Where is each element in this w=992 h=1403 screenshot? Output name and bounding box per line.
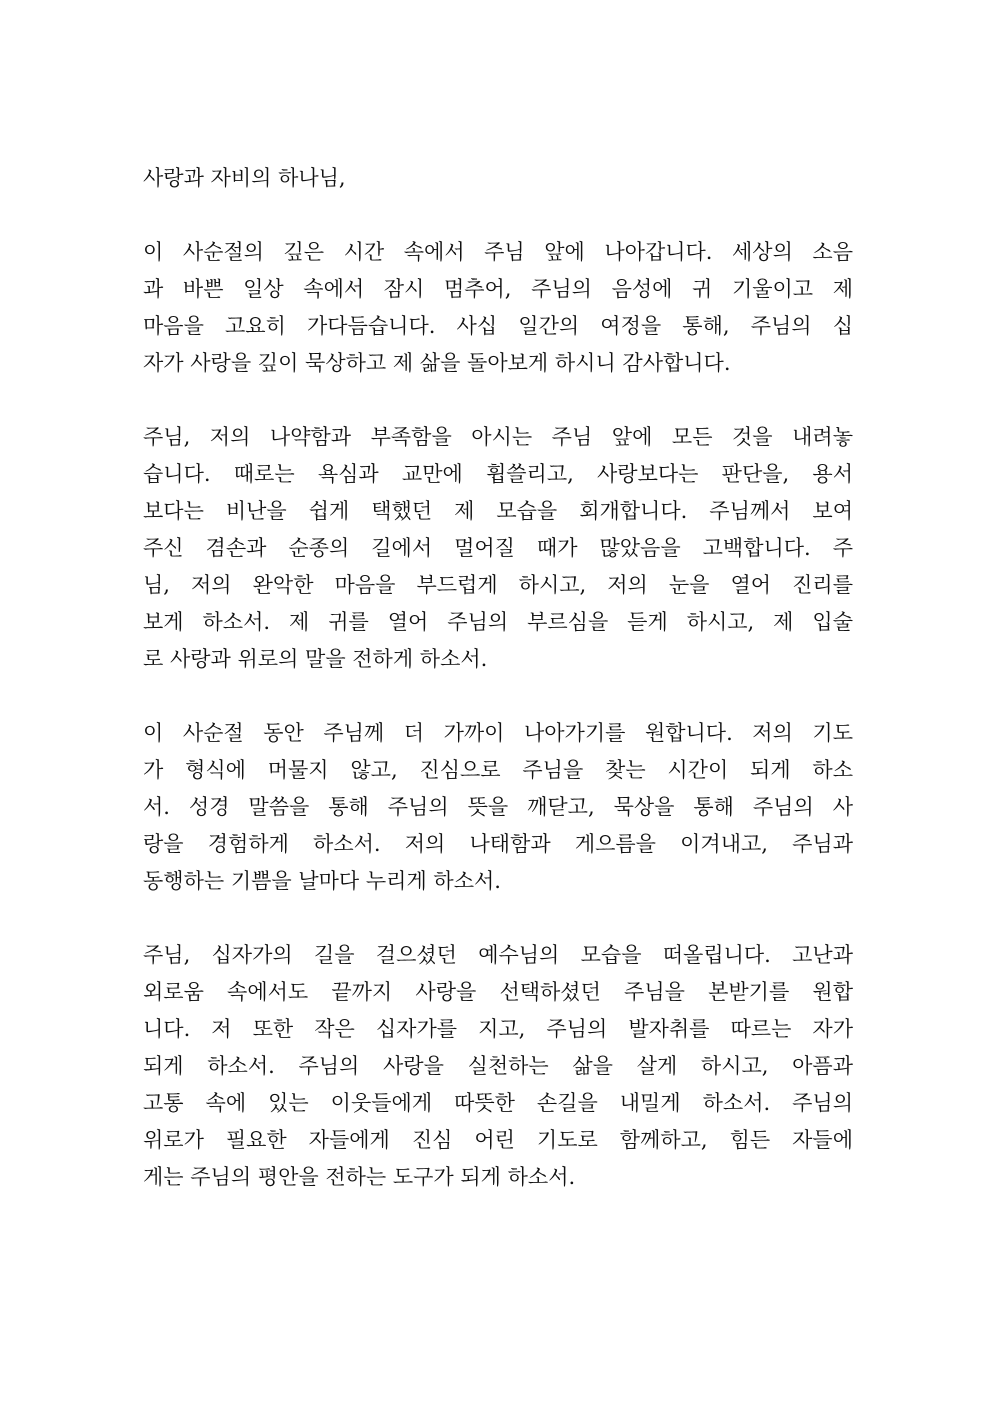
paragraph-gap bbox=[143, 678, 853, 715]
paragraph-line: 주신 겸손과 순종의 길에서 멀어질 때가 많았음을 고백합니다. 주 bbox=[143, 536, 853, 560]
paragraph-4 bbox=[143, 937, 853, 1196]
paragraph-line: 님, 저의 완악한 마음을 부드럽게 하시고, 저의 눈을 열어 진리를 bbox=[143, 573, 853, 597]
paragraph-line: 습니다. 때로는 욕심과 교만에 휩쓸리고, 사랑보다는 판단을, 용서 bbox=[143, 462, 853, 486]
paragraph-line: 주님, 십자가의 길을 걸으셨던 예수님의 모습을 떠올립니다. 고난과 bbox=[143, 943, 853, 967]
paragraph-line: 이 사순절 동안 주님께 더 가까이 나아가기를 원합니다. 저의 기도 bbox=[143, 721, 853, 745]
paragraph-line: 위로가 필요한 자들에게 진심 어린 기도로 함께하고, 힘든 자들에 bbox=[143, 1128, 853, 1152]
paragraph-line: 주님, 저의 나약함과 부족함을 아시는 주님 앞에 모든 것을 내려놓 bbox=[143, 425, 853, 449]
paragraph-line: 되게 하소서. 주님의 사랑을 실천하는 삶을 살게 하시고, 아픔과 bbox=[143, 1054, 853, 1078]
paragraph-line: 마음을 고요히 가다듬습니다. 사십 일간의 여정을 통해, 주님의 십 bbox=[143, 314, 853, 338]
paragraph-line: 보게 하소서. 제 귀를 열어 주님의 부르심을 듣게 하시고, 제 입술 bbox=[143, 610, 853, 634]
paragraph-2 bbox=[143, 419, 853, 678]
prayer-text bbox=[143, 160, 853, 1196]
greeting: 사랑과 자비의 하나님, bbox=[143, 166, 346, 190]
paragraph-line: 서. 성경 말씀을 통해 주님의 뜻을 깨닫고, 묵상을 통해 주님의 사 bbox=[143, 795, 853, 819]
paragraph-line: 게는 주님의 평안을 전하는 도구가 되게 하소서. bbox=[143, 1165, 576, 1189]
paragraph-line: 보다는 비난을 쉽게 택했던 제 모습을 회개합니다. 주님께서 보여 bbox=[143, 499, 853, 523]
paragraph-3 bbox=[143, 715, 853, 900]
paragraph-line: 동행하는 기쁨을 날마다 누리게 하소서. bbox=[143, 869, 501, 893]
paragraph-line: 가 형식에 머물지 않고, 진심으로 주님을 찾는 시간이 되게 하소 bbox=[143, 758, 853, 782]
paragraph-1 bbox=[143, 234, 853, 382]
paragraph-line: 자가 사랑을 깊이 묵상하고 제 삶을 돌아보게 하시니 감사합니다. bbox=[143, 351, 731, 375]
paragraph-gap bbox=[143, 900, 853, 937]
paragraph-line: 과 바쁜 일상 속에서 잠시 멈추어, 주님의 음성에 귀 기울이고 제 bbox=[143, 277, 853, 301]
paragraph-line: 외로움 속에서도 끝까지 사랑을 선택하셨던 주님을 본받기를 원합 bbox=[143, 980, 853, 1004]
paragraph-line: 로 사랑과 위로의 말을 전하게 하소서. bbox=[143, 647, 488, 671]
paragraph-line: 고통 속에 있는 이웃들에게 따뜻한 손길을 내밀게 하소서. 주님의 bbox=[143, 1091, 853, 1115]
paragraph-line: 니다. 저 또한 작은 십자가를 지고, 주님의 발자취를 따르는 자가 bbox=[143, 1017, 853, 1041]
paragraph-gap bbox=[143, 382, 853, 419]
paragraph-line: 이 사순절의 깊은 시간 속에서 주님 앞에 나아갑니다. 세상의 소음 bbox=[143, 240, 853, 264]
paragraph-line: 랑을 경험하게 하소서. 저의 나태함과 게으름을 이겨내고, 주님과 bbox=[143, 832, 853, 856]
paragraph-gap bbox=[143, 197, 853, 234]
